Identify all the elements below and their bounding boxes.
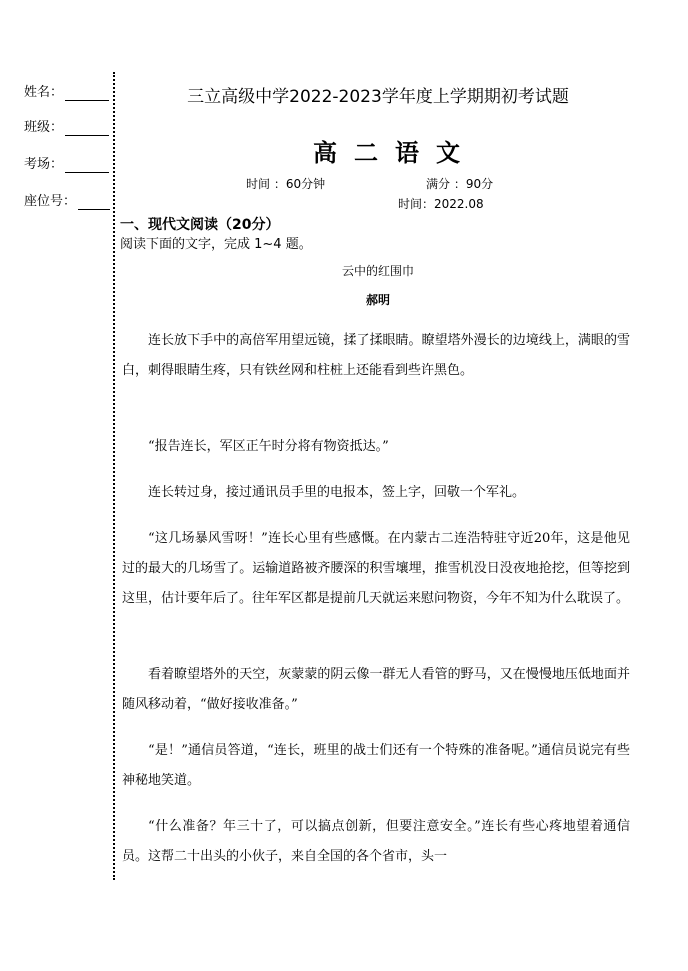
- time-limit: 时间 ：60分钟: [246, 177, 326, 191]
- subject-title: 高二语文: [313, 138, 477, 167]
- class-blank[interactable]: [65, 121, 109, 136]
- exam-date: 时间：2022.08: [398, 197, 484, 211]
- binding-dotted-line: [113, 72, 115, 880]
- seat-field[interactable]: [24, 194, 110, 210]
- article-title: 云中的红围巾: [341, 264, 414, 278]
- name-field[interactable]: [24, 85, 109, 101]
- article-paragraph: “这几场暴风雪呀！”连长心里有些感慨。在内蒙古二连浩特驻守近20年，这是他见过的最大的几场雪了。运输道路被齐腰深的积雪壤埋，推雪机没日没夜地抢挖，但等挖到这里，估计要年后了。往年军区都是提前几天就运来慰问物资，今年不知为什么耽误了。: [122, 531, 630, 606]
- name-blank[interactable]: [65, 86, 109, 101]
- article-paragraph: “什么准备？年三十了，可以搞点创新，但要注意安全。”连长有些心疼地望着通信员。这帮二十出头的小伙子，来自全国的各个省市，头一: [122, 819, 630, 864]
- article-author: 郝明: [365, 293, 390, 307]
- article-paragraph: “是！”通信员答道，“连长，班里的战士们还有一个特殊的准备呢。”通信员说完有些神秘地笑道。: [122, 743, 630, 788]
- exam-room-field[interactable]: [24, 157, 109, 173]
- seat-blank[interactable]: [78, 195, 110, 210]
- article-paragraph: 看着瞭望塔外的天空，灰蒙蒙的阴云像一群无人看管的野马，又在慢慢地压低地面并随风移动着，“做好接收准备。”: [122, 667, 630, 712]
- full-score: 满分 ：90分: [426, 177, 494, 191]
- class-field[interactable]: [24, 120, 109, 136]
- article-paragraph: 连长转过身，接过通讯员手里的电报本，签上字，回敬一个军礼。: [148, 485, 526, 500]
- name-label: 姓名：: [24, 85, 64, 100]
- school-title: 三立高级中学2022-2023学年度上学期期初考试题: [187, 87, 569, 107]
- reading-instruction: 阅读下面的文字，完成 1~4 题。: [120, 237, 312, 252]
- section-heading: 一、现代文阅读（20分）: [120, 217, 280, 233]
- class-label: 班级：: [24, 120, 64, 135]
- seat-label: 座位号：: [24, 194, 77, 209]
- exam-room-blank[interactable]: [65, 158, 109, 173]
- exam-room-label: 考场：: [24, 157, 64, 172]
- article-paragraph: 连长放下手中的高倍军用望远镜，揉了揉眼睛。瞭望塔外漫长的边境线上，满眼的雪白，刺得眼睛生疼，只有铁丝网和柱桩上还能看到些许黑色。: [122, 333, 630, 378]
- article-paragraph: “报告连长，军区正午时分将有物资抵达。”: [148, 439, 389, 454]
